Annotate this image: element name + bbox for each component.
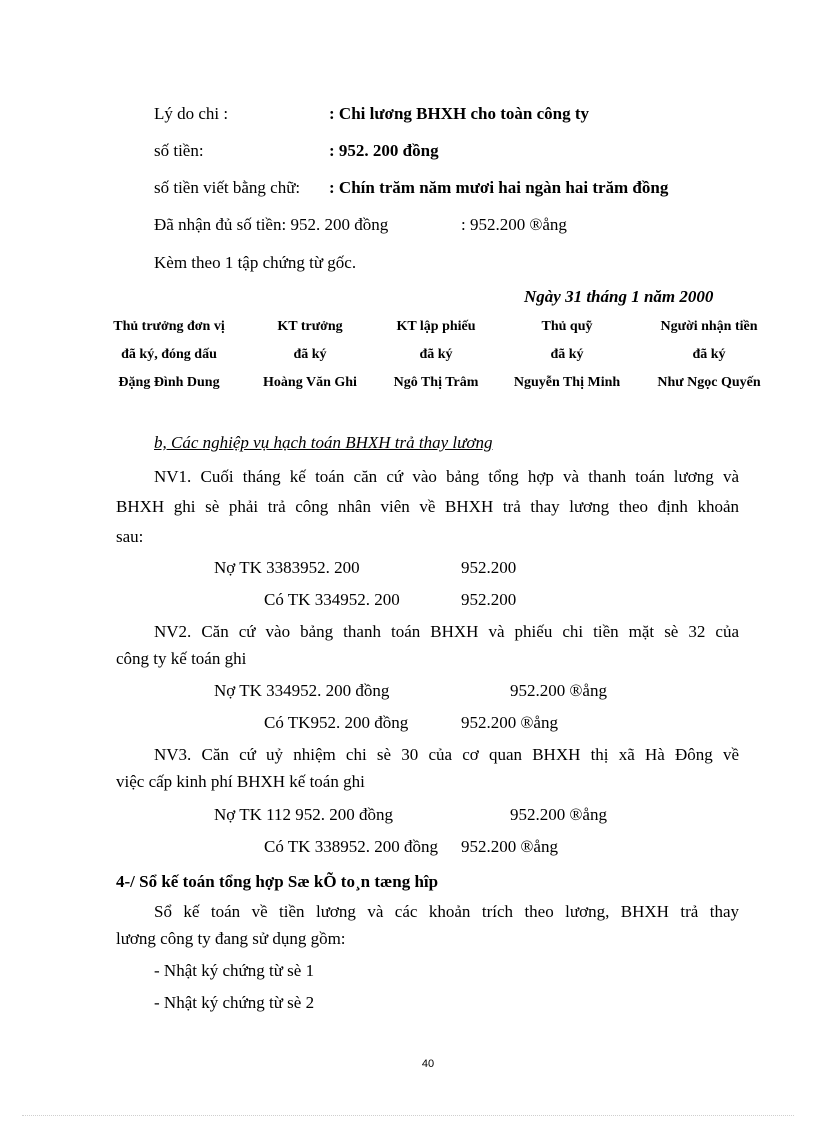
nv2-debit-entry: Nợ TK 334952. 200 đồng (214, 681, 390, 700)
reason-value: : Chi lương BHXH cho toàn công ty (329, 104, 589, 123)
reason-label: Lý do chi : (154, 104, 229, 123)
nv3-credit-amount: 952.200 ®ång (461, 837, 558, 856)
nv1-line: NV1. Cuối tháng kế toán căn cứ vào bảng tổng hợp và thanh toán lương và (154, 467, 739, 486)
section-b-heading: b, Các nghiệp vụ hạch toán BHXH trả thay lương (154, 433, 493, 452)
nv3-debit-amount: 952.200 ®ång (510, 805, 607, 824)
voucher-date: Ngày 31 tháng 1 năm 2000 (524, 287, 714, 306)
nv1-credit-entry: Có TK 334952. 200 (264, 590, 400, 609)
nv2-credit-amount: 952.200 ®ång (461, 713, 558, 732)
received-value: : 952.200 ®ång (461, 215, 567, 234)
signature-role: Thủ trưởng đơn vị (113, 319, 225, 334)
nv3-line: NV3. Căn cứ uỷ nhiệm chi sè 30 của cơ quan BHXH thị xã Hà Đông về (154, 745, 739, 764)
signature-column (250, 318, 370, 392)
nv2-credit-entry: Có TK952. 200 đồng (264, 713, 409, 732)
nv1-line: BHXH ghi sè phải trả công nhân viên về BHXH trả thay lương theo định khoản (116, 497, 739, 516)
signature-role: Thủ quỹ (541, 319, 593, 334)
nv3-line: việc cấp kinh phí BHXH kế toán ghi (116, 772, 365, 791)
nv1-debit-amount: 952.200 (461, 558, 517, 577)
amount-label: số tiền: (154, 141, 204, 160)
received-label: Đã nhận đủ số tiền: 952. 200 đồng (154, 215, 389, 234)
signature-status: đã ký (419, 347, 453, 362)
signature-column (500, 318, 634, 392)
page-bottom-divider (22, 1115, 794, 1116)
signature-status: đã ký (550, 347, 584, 362)
signature-role: KT lập phiếu (396, 319, 476, 334)
signature-name: Đặng Đình Dung (118, 375, 220, 390)
ledger-list-item: - Nhật ký chứng từ sè 1 (154, 961, 315, 980)
nv1-debit-entry: Nợ TK 3383952. 200 (214, 558, 360, 577)
nv1-line: sau: (116, 527, 144, 546)
signature-role: KT trưởng (277, 319, 343, 334)
signature-status: đã ký (293, 347, 327, 362)
nv1-credit-amount: 952.200 (461, 590, 517, 609)
nv2-line: NV2. Căn cứ vào bảng thanh toán BHXH và phiếu chi tiền mặt sè 32 của (154, 622, 739, 641)
amount-value: : 952. 200 đồng (329, 141, 439, 160)
signature-name: Nguyễn Thị Minh (513, 375, 621, 390)
signature-status: đã ký, đóng dấu (121, 347, 217, 362)
signature-name: Hoàng Văn Ghi (263, 375, 357, 390)
section-4-heading: 4-/ Sổ kế toán tổng hợp Sæ kÕ to¸n tæng hîp (116, 872, 439, 891)
signature-name: Ngô Thị Trâm (393, 375, 479, 390)
nv3-debit-entry: Nợ TK 112 952. 200 đồng (214, 805, 393, 824)
signature-role: Người nhận tiền (660, 319, 758, 334)
nv3-credit-entry: Có TK 338952. 200 đồng (264, 837, 438, 856)
section-4-paragraph: lương công ty đang sử dụng gồm: (116, 929, 346, 948)
nv2-debit-amount: 952.200 ®ång (510, 681, 607, 700)
signature-status: đã ký (692, 347, 726, 362)
attached-documents: Kèm theo 1 tập chứng từ gốc. (154, 253, 357, 272)
amount-words-value: : Chín trăm năm mươi hai ngàn hai trăm đồng (329, 178, 669, 197)
signature-name: Như Ngọc Quyến (657, 375, 761, 390)
ledger-list-item: - Nhật ký chứng từ sè 2 (154, 993, 315, 1012)
signature-column (378, 318, 494, 392)
page-number: 40 (421, 1058, 435, 1070)
amount-words-label: số tiền viết bằng chữ: (154, 178, 301, 197)
signature-column (644, 318, 774, 392)
nv2-line: công ty kế toán ghi (116, 649, 247, 668)
signature-column (104, 318, 234, 392)
section-4-paragraph: Sổ kế toán về tiền lương và các khoản trích theo lương, BHXH trả thay (154, 902, 739, 921)
